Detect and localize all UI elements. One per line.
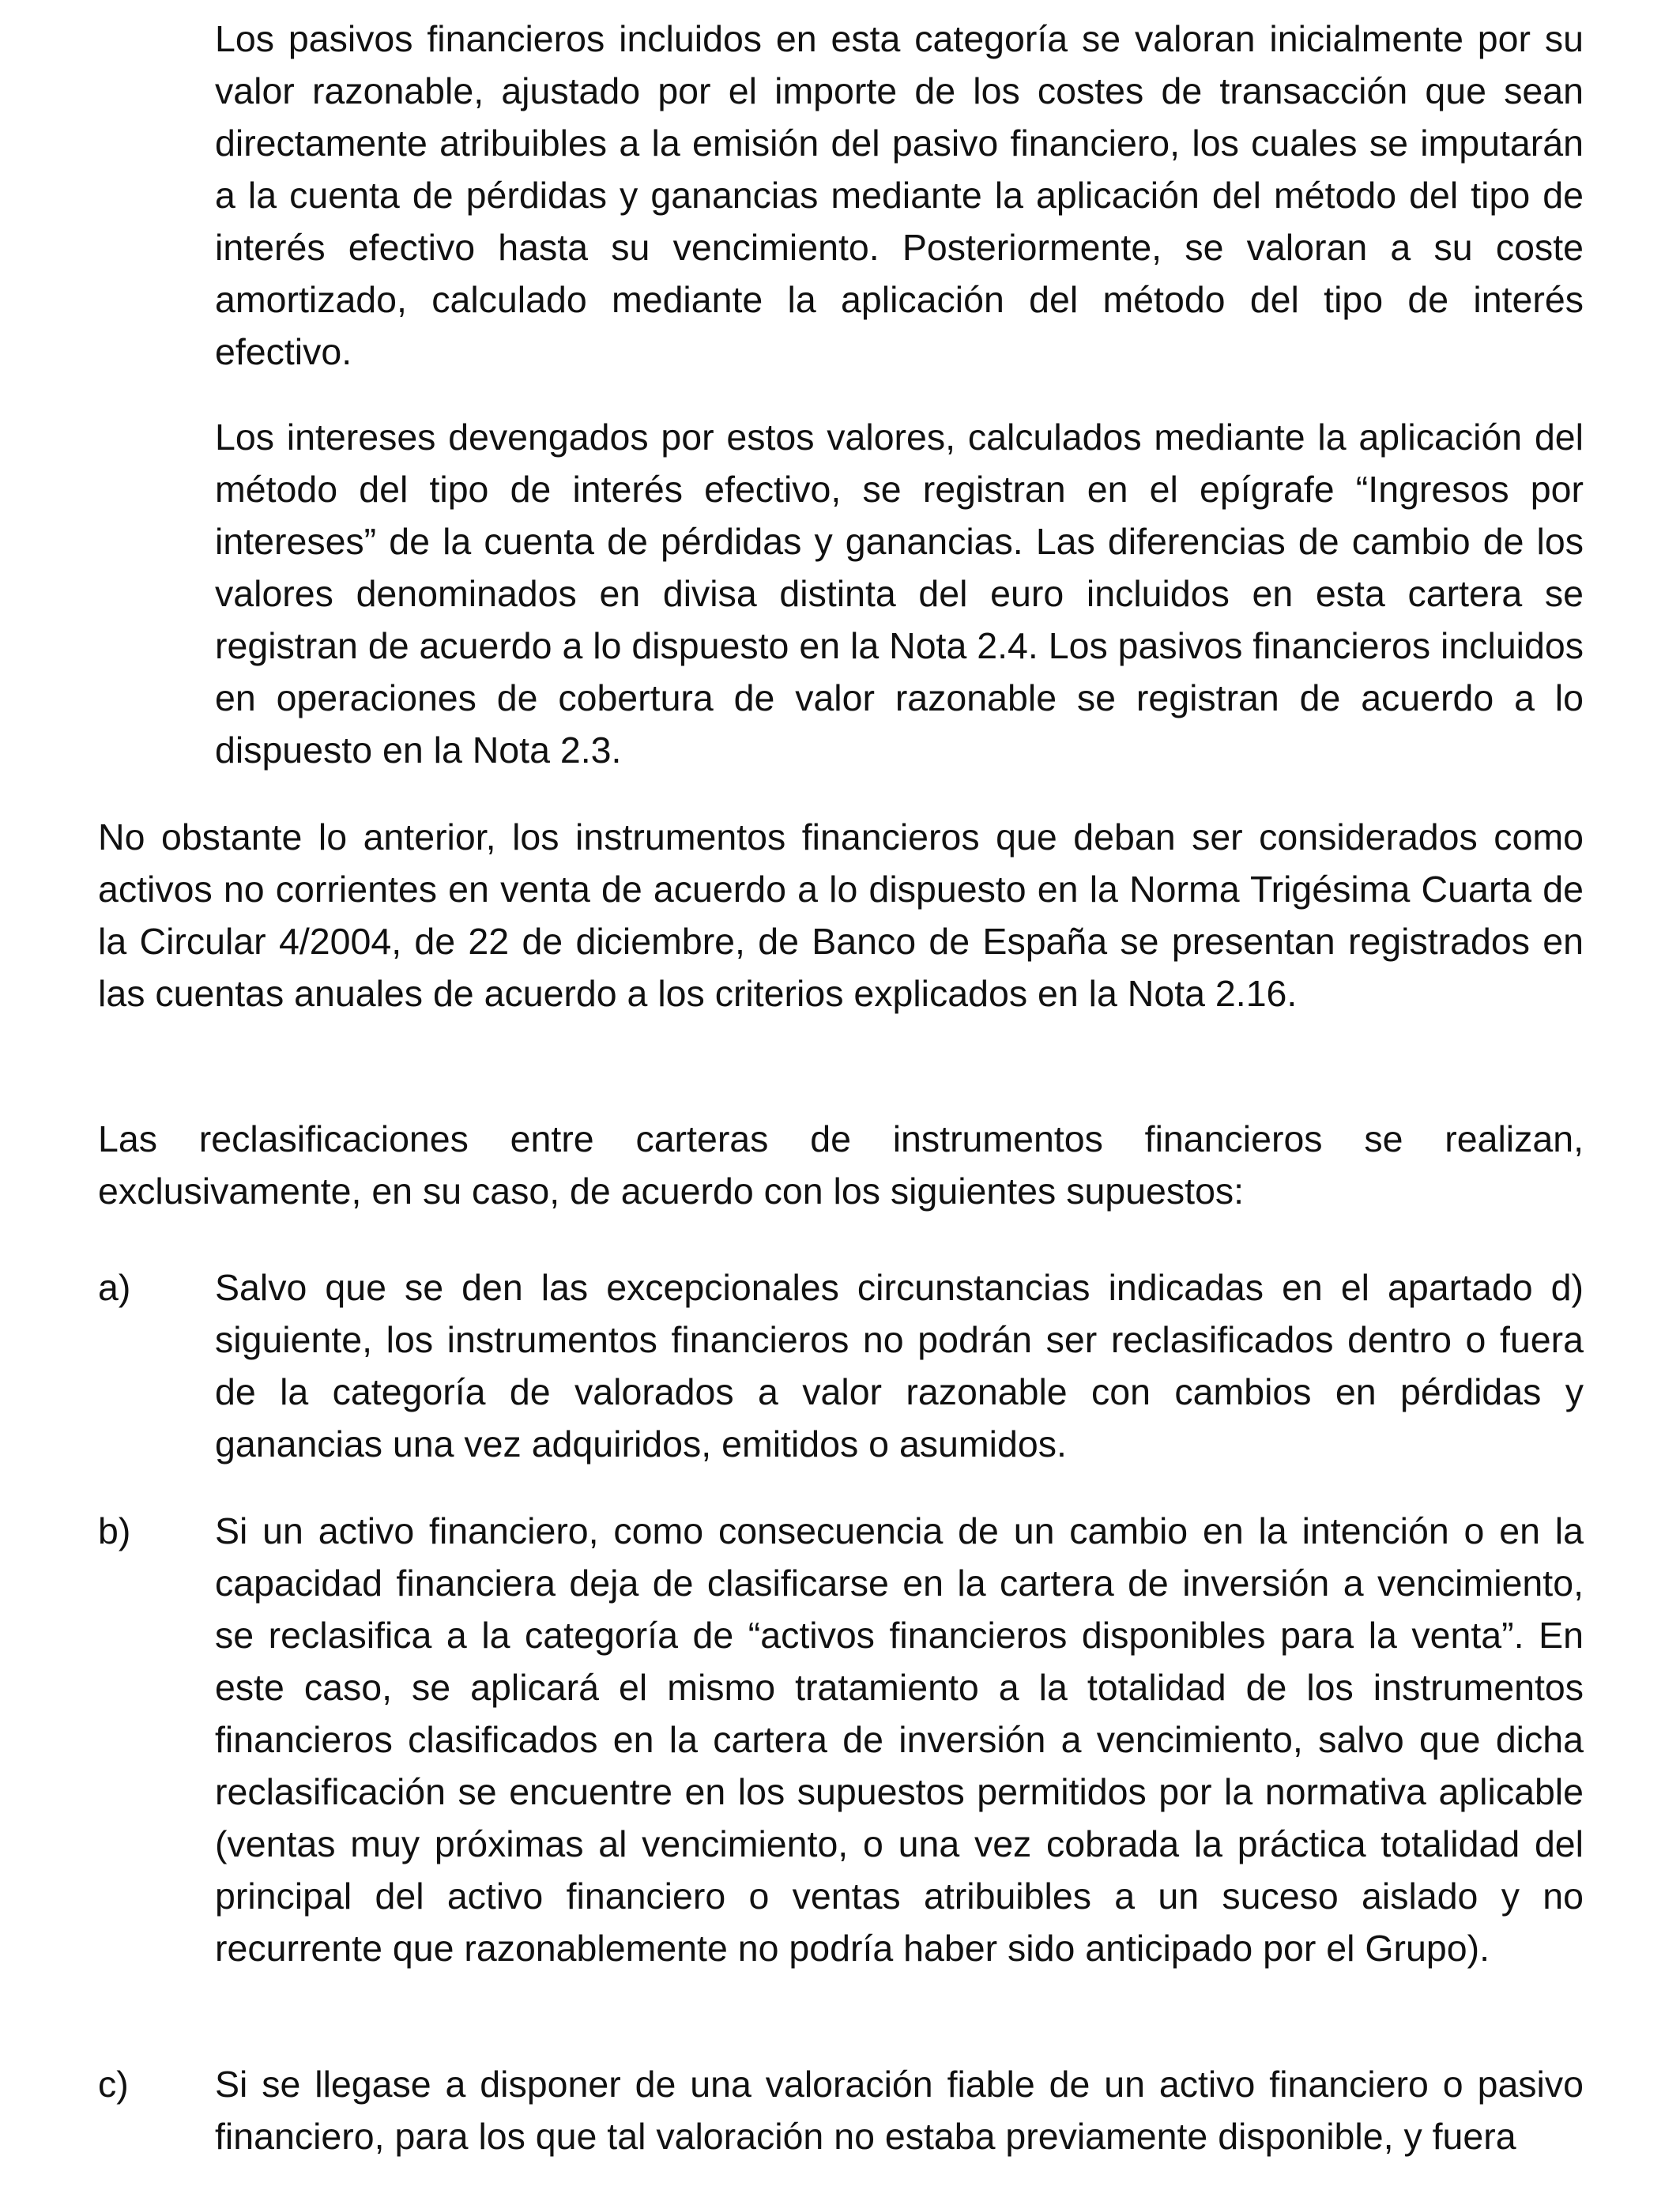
paragraph-activos-no-corrientes: No obstante lo anterior, los instrumentos financieros que deban ser considerados como activos no corrientes en venta de acuerdo a lo dispuesto en la Norma Trigésima Cuarta de la Circular 4/2004, de 22 de diciembre, de Banco de España se presentan registrados en las cuentas anuales de acuerdo a los criterios explicados en la Nota 2.16. bbox=[98, 816, 1584, 1014]
paragraph-intereses-devengados: Los intereses devengados por estos valores, calculados mediante la aplicación del método del tipo de interés efectivo, se registran en el epígrafe “Ingresos por intereses” de la cuenta de pérdidas y ganancias. Las diferencias de cambio de los valores denominados en divisa distinta del euro incluidos en esta cartera se registran de acuerdo a lo dispuesto en la Nota 2.4. Los pasivos financieros incluidos en operaciones de cobertura de valor razonable se registran de acuerdo a lo dispuesto en la Nota 2.3. bbox=[215, 417, 1584, 771]
list-text-c: Si se llegase a disponer de una valoración fiable de un activo financiero o pasivo financiero, para los que tal valoración no estaba previamente disponible, y fuera bbox=[215, 2064, 1584, 2157]
list-marker-b: b) bbox=[98, 1510, 131, 1551]
list-text-a: Salvo que se den las excepcionales circunstancias indicadas en el apartado d) siguiente, los instrumentos financieros no podrán ser reclasificados dentro o fuera de la categoría de valorados a valor razonable con cambios en pérdidas y ganancias una vez adquiridos, emitidos o asumidos. bbox=[215, 1267, 1584, 1465]
paragraph-pasivos-valoracion: Los pasivos financieros incluidos en esta categoría se valoran inicialmente por su valor razonable, ajustado por el importe de los costes de transacción que sean directamente atribuibles a la emisión del pasivo financiero, los cuales se imputarán a la cuenta de pérdidas y ganancias mediante la aplicación del método del tipo de interés efectivo hasta su vencimiento. Posteriormente, se valoran a su coste amortizado, calculado mediante la aplicación del método del tipo de interés efectivo. bbox=[215, 18, 1584, 372]
list-marker-a: a) bbox=[98, 1267, 131, 1308]
list-marker-c: c) bbox=[98, 2064, 129, 2105]
list-text-b: Si un activo financiero, como consecuencia de un cambio en la intención o en la capacidad financiera deja de clasificarse en la cartera de inversión a vencimiento, se reclasifica a la categoría de “activos financieros disponibles para la venta”. En este caso, se aplicará el mismo tratamiento a la totalidad de los instrumentos financieros clasificados en la cartera de inversión a vencimiento, salvo que dicha reclasificación se encuentre en los supuestos permitidos por la normativa aplicable (ventas muy próximas al vencimiento, o una vez cobrada la práctica totalidad del principal del activo financiero o ventas atribuibles a un suceso aislado y no recurrente que razonablemente no podría haber sido anticipado por el Grupo). bbox=[215, 1510, 1584, 1969]
paragraph-reclasificaciones-intro: Las reclasificaciones entre carteras de instrumentos financieros se realizan, exclusivamente, en su caso, de acuerdo con los siguientes supuestos: bbox=[98, 1118, 1584, 1212]
